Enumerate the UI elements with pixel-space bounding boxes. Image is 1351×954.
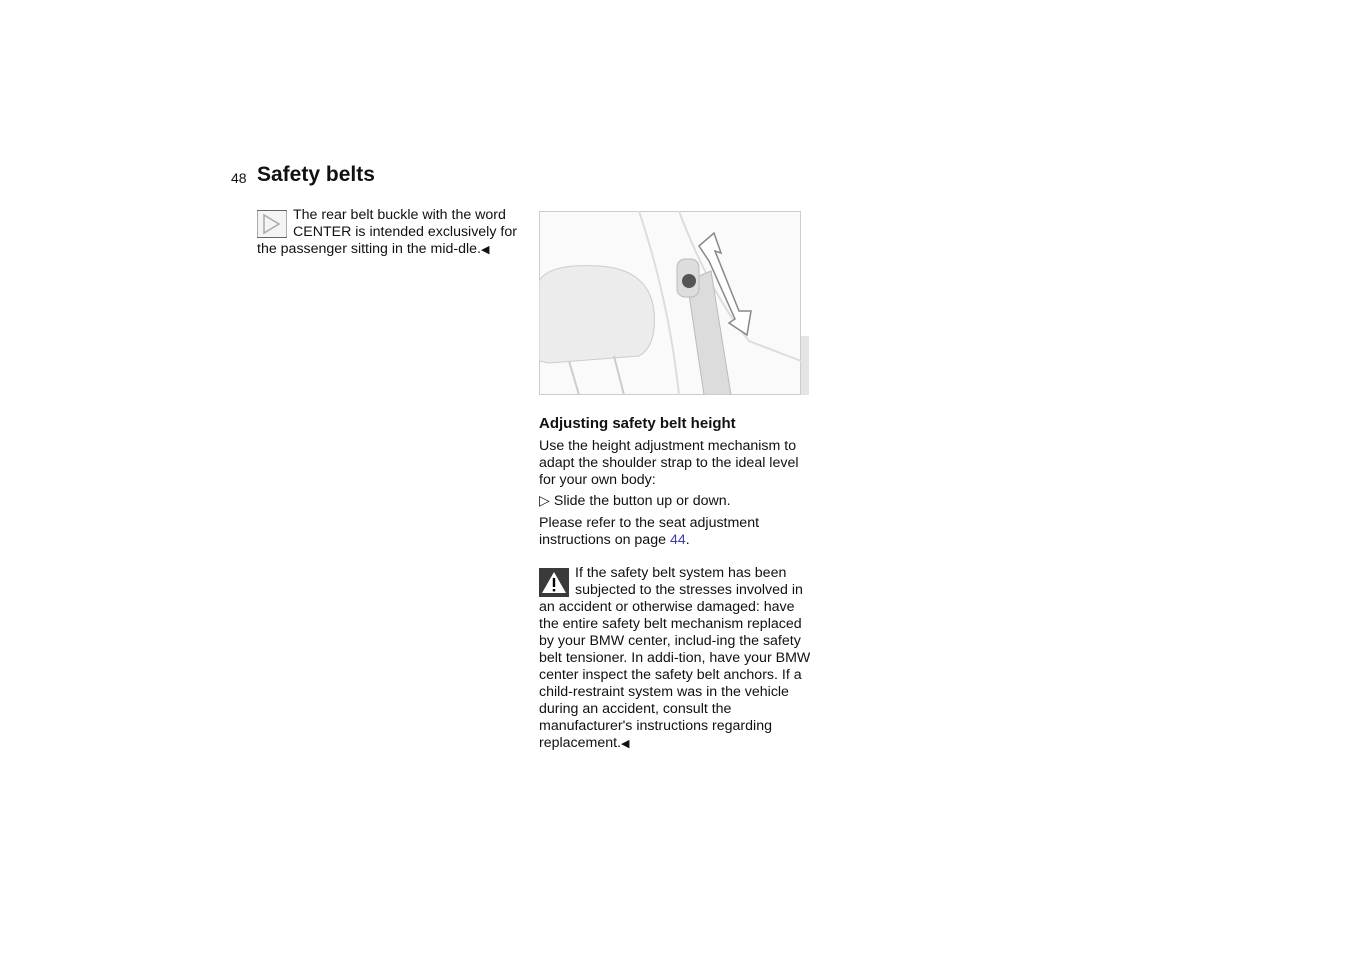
ref-end: . bbox=[685, 532, 690, 548]
page-reference bbox=[539, 515, 811, 549]
section-intro: Use the height adjustment mechanism to adapt the shoulder strap to the ideal level for your own body: bbox=[539, 438, 799, 488]
step-item bbox=[539, 493, 811, 510]
step-text: Slide the button up or down. bbox=[553, 493, 731, 509]
bullet-icon: ▷ bbox=[539, 493, 550, 509]
ref-text: Please refer to the seat adjustment instructions on page bbox=[539, 515, 760, 548]
end-mark: ◀ bbox=[621, 738, 630, 750]
adjust-section bbox=[539, 415, 811, 549]
note-triangle-icon bbox=[257, 210, 287, 238]
note-block bbox=[257, 207, 532, 259]
warning-triangle-icon bbox=[539, 568, 569, 597]
page-link[interactable]: 44 bbox=[669, 532, 686, 548]
page-title: Safety belts bbox=[257, 163, 375, 186]
section-heading: Adjusting safety belt height bbox=[539, 415, 736, 432]
end-mark: ◀ bbox=[480, 244, 490, 256]
safety-belt-height-adjust-illustration bbox=[539, 211, 809, 395]
note-text: The rear belt buckle with the word CENTER is intended exclusively for the passenger sitting in the mid-dle. bbox=[257, 207, 517, 257]
warning-text: If the safety belt system has been subjected to the stresses involved in an accident or otherwise damaged: have the entire safety belt mechanism replaced by your BMW center, includ-ing the safety belt tensioner. In addi-tion, have your BMW center inspect the safety belt anchors. If a child-restraint system was in the vehicle during an accident, consult the manufacturer's instructions regarding replacement. bbox=[539, 565, 811, 751]
page-number: 48 bbox=[231, 170, 247, 186]
warning-block bbox=[539, 565, 811, 753]
